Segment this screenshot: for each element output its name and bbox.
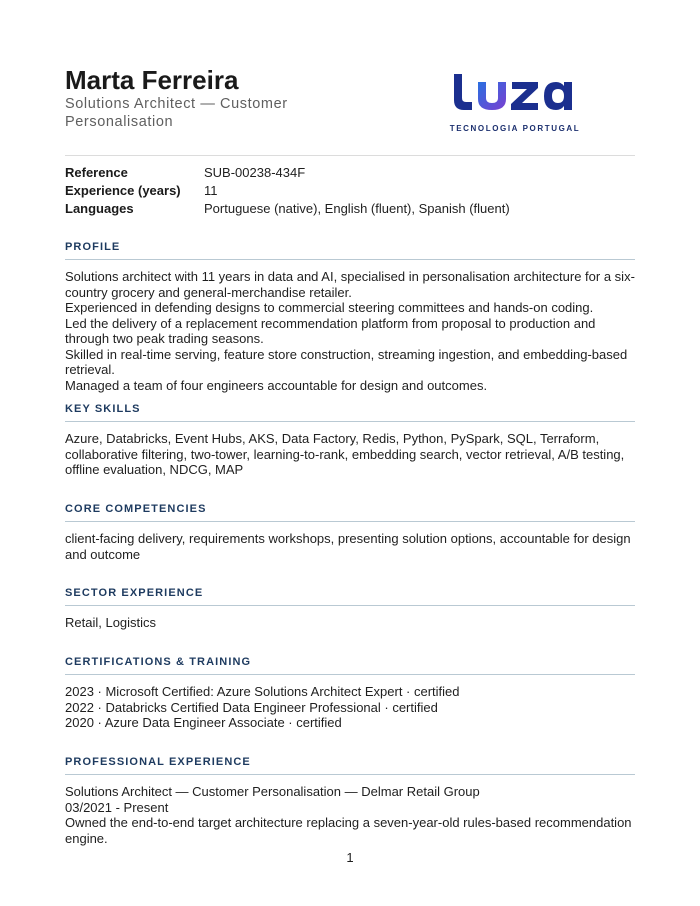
profile-line: Led the delivery of a replacement recommendation platform from proposal to production and through two peak trading seasons. <box>65 315 596 346</box>
section-title: CERTIFICATIONS & TRAINING <box>65 656 252 668</box>
section-professional-experience <box>65 755 635 846</box>
competencies-text: client-facing delivery, requirements workshops, presenting solution options, accountable for design and outcome <box>65 531 631 562</box>
section-divider <box>65 421 635 422</box>
logo-tagline: TECNOLOGIA PORTUGAL <box>449 124 581 133</box>
header-divider <box>65 155 635 156</box>
meta-row-experience <box>65 182 510 200</box>
section-title: SECTOR EXPERIENCE <box>65 587 204 599</box>
certifications-list <box>65 684 635 731</box>
section-key-skills <box>65 402 635 478</box>
section-sector-experience <box>65 586 635 631</box>
section-title: PROFILE <box>65 241 121 253</box>
meta-table <box>65 164 510 218</box>
profile-line: Experienced in defending designs to commercial steering committees and hands-on coding. <box>65 300 594 315</box>
profile-line: Managed a team of four engineers accountable for design and outcomes. <box>65 377 488 393</box>
section-title: KEY SKILLS <box>65 403 141 415</box>
profile-line: Solutions architect with 11 years in data and AI, specialised in personalisation architecture for a six-country grocery and general-merchandise retailer. <box>65 269 635 300</box>
section-title: CORE COMPETENCIES <box>65 503 207 515</box>
meta-key: Experience (years) <box>65 183 181 198</box>
meta-value: Portuguese (native), English (fluent), Spanish (fluent) <box>204 201 510 216</box>
experience-role: Solutions Architect — Customer Personalisation — Delmar Retail Group <box>65 784 480 799</box>
section-divider <box>65 521 635 522</box>
candidate-name: Marta Ferreira <box>65 65 239 95</box>
experience-dates: 03/2021 - Present <box>65 799 169 815</box>
meta-row-languages <box>65 200 510 218</box>
section-divider <box>65 774 635 775</box>
meta-value: 11 <box>204 183 218 198</box>
section-core-competencies <box>65 502 635 562</box>
section-certifications <box>65 655 635 731</box>
certification-item: 2023 · Microsoft Certified: Azure Solutions Architect Expert · certified <box>65 684 460 699</box>
certification-item: 2020 · Azure Data Engineer Associate · certified <box>65 715 342 730</box>
certification-item: 2022 · Databricks Certified Data Engineer Professional · certified <box>65 699 438 715</box>
luza-logo-icon <box>448 68 588 118</box>
skills-text: Azure, Databricks, Event Hubs, AKS, Data Factory, Redis, Python, PySpark, SQL, Terraform, collaborative filtering, two-tower, learning-to-rank, embedding search, vector retrieval, A/B testing, offline evaluation, NDCG, MAP <box>65 431 625 477</box>
experience-summary: Owned the end-to-end target architecture replacing a seven-year-old rules-based recommendation engine. <box>65 815 632 846</box>
meta-key: Languages <box>65 201 134 216</box>
candidate-title: Solutions Architect — Customer Personalisation <box>65 96 288 130</box>
section-divider <box>65 674 635 675</box>
sectors-text: Retail, Logistics <box>65 615 157 630</box>
page-number: 1 <box>346 850 354 865</box>
section-profile <box>65 240 635 393</box>
section-title: PROFESSIONAL EXPERIENCE <box>65 756 251 768</box>
experience-entry <box>65 784 635 846</box>
profile-line: Skilled in real-time serving, feature store construction, streaming ingestion, and embedding-based retrieval. <box>65 346 628 377</box>
section-divider <box>65 259 635 260</box>
profile-text <box>65 269 635 393</box>
company-logo <box>448 68 588 138</box>
meta-key: Reference <box>65 165 128 180</box>
meta-row-reference <box>65 164 510 182</box>
section-divider <box>65 605 635 606</box>
meta-value: SUB-00238-434F <box>204 165 306 180</box>
